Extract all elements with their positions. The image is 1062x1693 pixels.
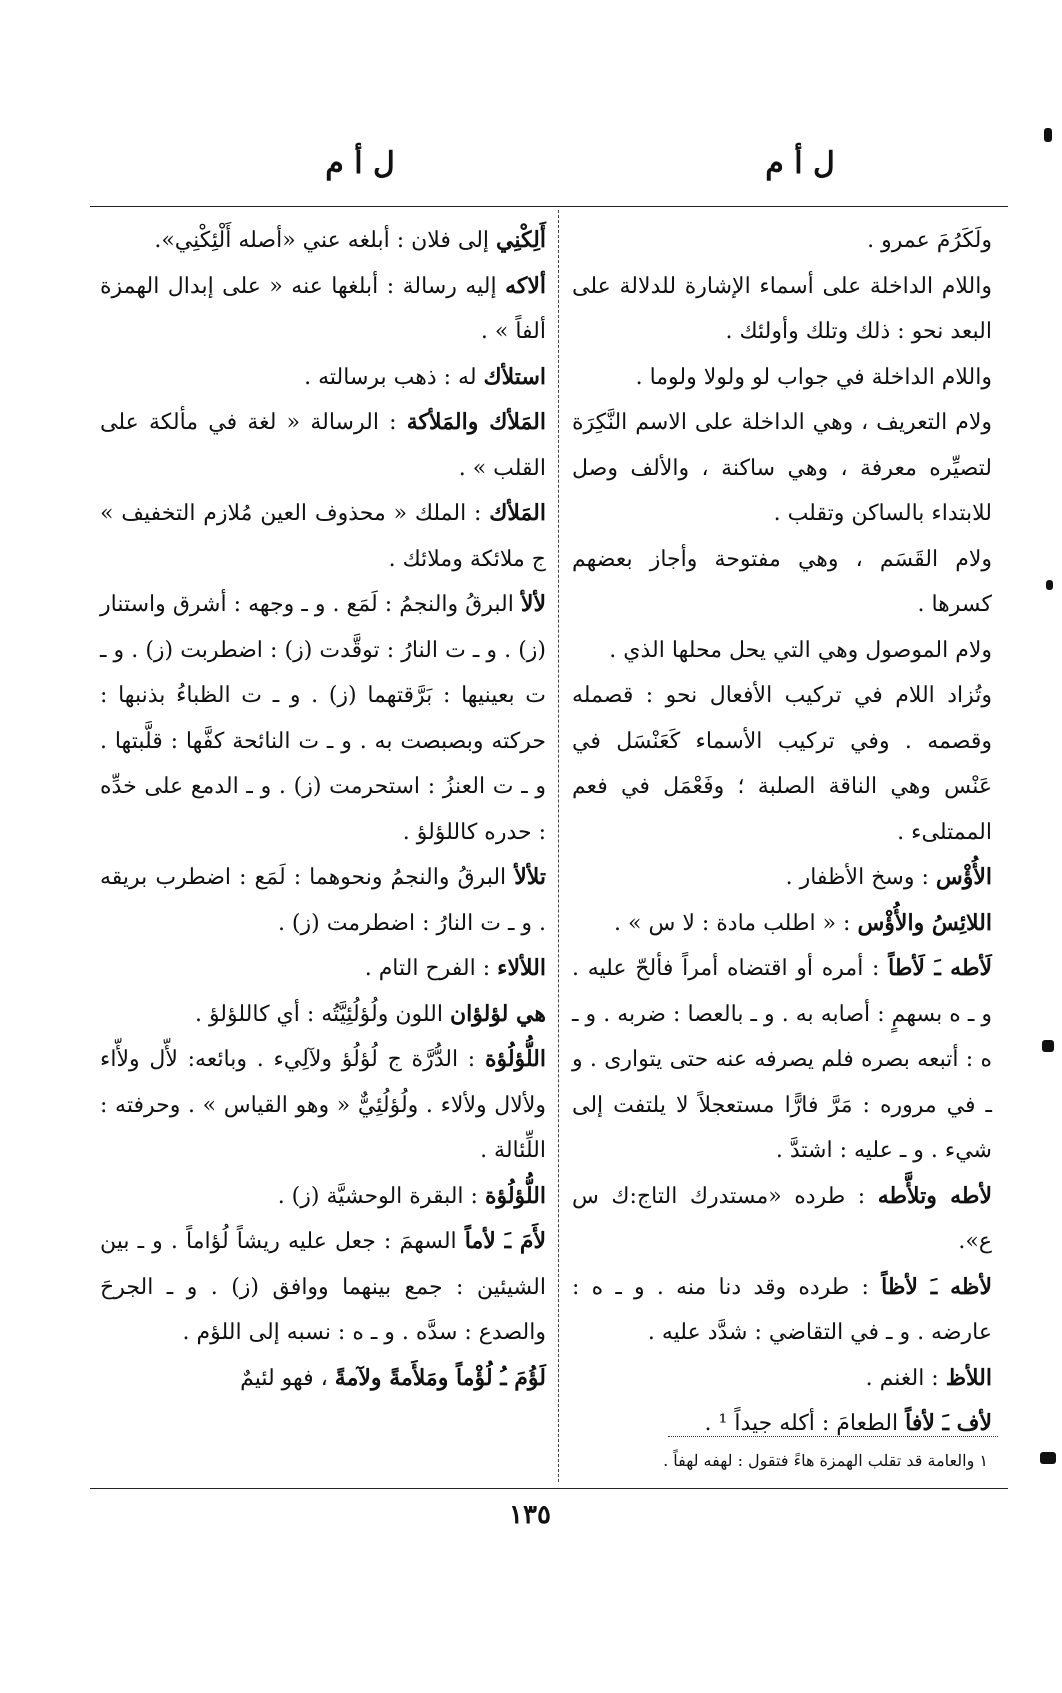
entry-headword: لأظه ـَ لأظاً	[881, 1273, 992, 1300]
entry-text: إلى فلان : أبلغه عني «أصله أَلْئِكْنِي».	[154, 228, 497, 253]
dictionary-entry	[100, 400, 546, 491]
entry-text: : طرده وقد دنا منه . و ـ ه : عارضه . و ـ في التقاضي : شدَّد عليه .	[572, 1274, 992, 1345]
dictionary-entry	[100, 1356, 546, 1402]
scan-mark	[1040, 1452, 1056, 1464]
entry-text: ولام الموصول وهي التي يحل محلها الذي .	[609, 637, 992, 663]
entry-text: : الرسالة « لغة في مألكة على القلب » .	[100, 410, 546, 481]
entry-text: : الفرح التام .	[364, 956, 498, 981]
entry-headword: المَلأك	[489, 500, 546, 526]
dictionary-entry	[572, 946, 992, 1174]
dictionary-entry	[572, 264, 992, 355]
entry-text: : وسخ الأظفار .	[785, 865, 936, 890]
entry-headword: تلألأ	[514, 864, 546, 890]
footnote: ١ والعامة قد تقلب الهمزة هاءً فتقول : لهفه لهفاً .	[663, 1451, 988, 1470]
entry-headword: استلأك	[483, 363, 546, 390]
dictionary-entry	[100, 946, 546, 992]
dictionary-entry	[100, 491, 546, 582]
scan-mark	[1042, 1040, 1054, 1052]
entry-text: : طرده «مستدرك التاج:ك س ع».	[572, 1183, 992, 1254]
entry-text: البرقُ والنجمُ ونحوهما : لَمَع : اضطرب بريقه . و ـ ت النارُ : اضطرمت (ز) .	[100, 865, 546, 936]
scan-mark	[1046, 580, 1053, 590]
footnote-rule	[668, 1436, 998, 1437]
entry-headword: اللُّؤلُؤة	[484, 1046, 546, 1072]
left-column	[100, 218, 546, 1401]
dictionary-entry	[100, 1219, 546, 1356]
dictionary-entry	[100, 1037, 546, 1174]
dictionary-entry	[572, 1265, 992, 1356]
top-rule	[90, 206, 1008, 207]
dictionary-entry	[100, 218, 546, 264]
dictionary-entry	[572, 1356, 992, 1402]
dictionary-entry	[572, 1401, 992, 1447]
entry-text: : البقرة الوحشيَّة (ز) .	[277, 1183, 485, 1209]
entry-headword: لأَمَ ـَ لأماً	[464, 1228, 546, 1254]
entry-headword: اللائِسُ والأُؤْس	[857, 909, 992, 936]
dictionary-entry	[572, 855, 992, 901]
entry-headword: لألأ	[520, 591, 546, 617]
dictionary-entry	[100, 355, 546, 401]
dictionary-entry	[572, 218, 992, 264]
entry-headword: لَأطه ـَ لَأطاً	[888, 955, 993, 981]
entry-text: ولام القَسَم ، وهي مفتوحة وأجاز بعضهم كسرها .	[572, 546, 992, 617]
entry-text: ، فهو لئيمٌ	[240, 1365, 335, 1391]
entry-text: : الدُّرَّة ج لُؤلُؤ ولآلِيء . وبائعه: لأّل ولأّاء ولألال ولألاء . ولُؤلُئِيٌّ « وهو القياس » . وحرفته : اللِّئالة .	[100, 1047, 546, 1163]
entry-text: ولام التعريف ، وهي الداخلة على الاسم النَّكِرَة لتصيِّره معرفة ، وهي ساكنة ، والألف وصل للابتداء بالساكن وتقلب .	[572, 410, 992, 526]
entry-text: اللون ولُؤلُئِيَّتُه : أي كاللؤلؤ .	[194, 1001, 450, 1027]
entry-text: البرقُ والنجمُ : لَمَع . و ـ وجهه : أشرق واستنار (ز) . و ـ ت النارُ : توقَّدت (ز) : اضطربت (ز) . و ـ ت بعينيها : بَرَّقتهما (ز) . و ـ ت الظباءُ بذنبها : حركته وبصبصت به . و ـ ت النائحة كفَّها : قلَّبتها . و ـ ت العنزُ : استحرمت (ز) . و ـ الدمع على خدِّه : حدره كاللؤلؤ .	[100, 592, 546, 845]
right-column	[572, 218, 992, 1447]
entry-text: إليه رسالة : أبلغها عنه « على إبدال الهمزة ألفاً » .	[100, 273, 546, 344]
dictionary-entry	[100, 1174, 546, 1220]
dictionary-entry	[572, 628, 992, 674]
dictionary-entry	[572, 1174, 992, 1265]
dictionary-entry	[100, 264, 546, 355]
entry-text: : « اطلب مادة : لا س » .	[614, 910, 858, 936]
entry-text: : أمره أو اقتضاه أمراً فألحّ عليه . و ـ ه بسهمٍ : أصابه به . و ـ بالعصا : ضربه . و ـ ه : أتبعه بصره فلم يصرفه عنه حتى يتوارى . و ـ في مروره : مَرَّ فارًّا مستعجلاً لا يلتفت إلى شيء . و ـ عليه : اشتدَّ .	[572, 956, 992, 1163]
entry-text: السهمَ : جعل عليه ريشاً لُؤاماً . و ـ بين الشيئين : جمع بينهما ووافق (ز) . و ـ الجرحَ والصدع : سدَّه . و ـ ه : نسبه إلى اللؤم .	[100, 1229, 546, 1345]
dictionary-entry	[572, 901, 992, 947]
page-header-left: ل أ م	[325, 146, 395, 181]
entry-headword: لأف ـَ لأفاً	[905, 1410, 992, 1436]
dictionary-entry	[100, 992, 546, 1038]
entry-headword: اللُّؤلُؤة	[484, 1182, 546, 1209]
entry-text: : الغنم .	[865, 1365, 946, 1391]
entry-headword: اللأظ	[945, 1364, 992, 1391]
dictionary-entry	[572, 673, 992, 855]
entry-headword: هي لؤلؤان	[449, 1000, 546, 1027]
entry-text: له : ذهب برسالته .	[304, 364, 484, 390]
dictionary-entry	[100, 582, 546, 855]
entry-headword: اللألاء	[497, 955, 546, 981]
dictionary-entry	[572, 400, 992, 537]
entry-headword: أَلِكْنِي	[496, 227, 546, 253]
scan-mark	[1044, 128, 1052, 142]
entry-text: : الملك « محذوف العين مُلازم التخفيف » ج ملائكة وملائك .	[100, 501, 546, 572]
entry-text: واللام الداخلة في جواب لو ولولا ولوما .	[635, 364, 992, 390]
entry-headword: المَلأك والمَلأكة	[406, 409, 546, 435]
dictionary-entry	[100, 855, 546, 946]
entry-headword: لَؤُمَ ـُ لُؤْماً ومَلأَمةً ولآمةً	[334, 1364, 546, 1391]
column-divider	[558, 210, 559, 1482]
entry-text: ولَكَرُمَ عمرو .	[867, 228, 992, 253]
entry-text: واللام الداخلة على أسماء الإشارة للدلالة على البعد نحو : ذلك وتلك وأولئك .	[572, 273, 992, 344]
page-header-right: ل أ م	[765, 146, 835, 181]
bottom-rule	[90, 1488, 1008, 1489]
dictionary-entry	[572, 355, 992, 401]
entry-text: وتُزاد اللام في تركيب الأفعال نحو : قصمله وقصمه . وفي تركيب الأسماء كَعَنْسَل في عَنْس وهي الناقة الصلبة ؛ وفَعْمَل في فعم الممتلىء .	[572, 683, 992, 845]
dictionary-entry	[572, 537, 992, 628]
entry-headword: ألاكه	[505, 272, 546, 299]
page-number: ١٣٥	[509, 1500, 551, 1530]
entry-headword: لأطه وتلأَّطه	[877, 1182, 992, 1209]
entry-headword: الأُؤْس	[935, 864, 992, 890]
entry-text: الطعامَ : أكله جيداً ¹ .	[704, 1411, 906, 1436]
